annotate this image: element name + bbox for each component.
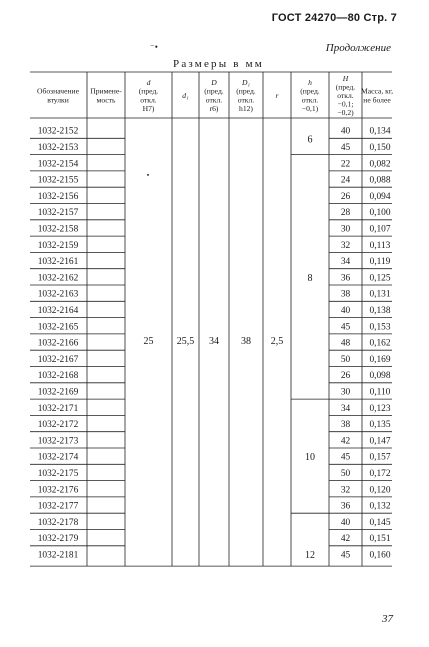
column-header-line: втулки xyxy=(47,95,69,105)
row-code: 1032-2172 xyxy=(37,420,79,431)
row-mass: 0,150 xyxy=(369,142,391,153)
row-height-H: 42 xyxy=(340,436,351,447)
column-header-line: (пред. xyxy=(236,86,256,96)
row-code: 1032-2159 xyxy=(37,240,79,251)
row-height-H: 36 xyxy=(340,273,351,284)
h-group-value: 8 xyxy=(307,272,313,284)
row-mass: 0,094 xyxy=(369,191,391,202)
row-code: 1032-2176 xyxy=(37,485,79,496)
row-height-H: 34 xyxy=(340,403,351,414)
row-height-H: 22 xyxy=(340,159,351,170)
column-header-line: r xyxy=(275,91,279,100)
row-height-H: 40 xyxy=(340,517,351,528)
column-header-line: r6) xyxy=(209,103,219,113)
column-header-line: H xyxy=(342,73,349,83)
row-height-H: 32 xyxy=(340,485,351,496)
column-header-line: не более xyxy=(363,95,391,105)
column-header-line: −0,1) xyxy=(301,103,319,113)
row-mass: 0,123 xyxy=(369,403,391,414)
row-mass: 0,153 xyxy=(369,322,391,333)
row-height-H: 42 xyxy=(340,534,351,545)
row-mass: 0,162 xyxy=(369,338,391,349)
row-code: 1032-2174 xyxy=(37,452,79,463)
column-header-line: Примене- xyxy=(90,86,122,96)
standard-header: ГОСТ 24270—80 Стр. 7 xyxy=(271,12,397,24)
common-value-d: 34 xyxy=(209,335,219,347)
row-height-H: 28 xyxy=(340,208,351,219)
row-code: 1032-2155 xyxy=(37,175,79,186)
row-height-H: 30 xyxy=(340,387,351,398)
row-code: 1032-2181 xyxy=(37,550,79,561)
common-value-d1: 25,5 xyxy=(176,335,195,347)
row-height-H: 40 xyxy=(340,126,351,137)
row-code: 1032-2167 xyxy=(37,354,79,365)
row-code: 1032-2173 xyxy=(37,436,79,447)
row-code: 1032-2166 xyxy=(37,338,79,349)
row-height-H: 50 xyxy=(340,354,351,365)
row-code: 1032-2179 xyxy=(37,534,79,545)
row-height-H: 38 xyxy=(340,289,351,300)
row-code: 1032-2169 xyxy=(37,387,79,398)
row-mass: 0,138 xyxy=(369,305,391,316)
ink-dot xyxy=(147,174,149,176)
column-header-line: H7) xyxy=(142,103,155,113)
row-height-H: 45 xyxy=(340,142,351,153)
row-mass: 0,082 xyxy=(369,159,391,170)
column-header-line: Масса, кг, xyxy=(361,86,393,96)
h-group-value: 6 xyxy=(307,134,313,146)
row-height-H: 48 xyxy=(340,338,351,349)
column-header-line: d₁ xyxy=(182,91,189,100)
column-header-line: −0,2) xyxy=(337,108,354,118)
row-mass: 0,131 xyxy=(369,289,391,300)
row-height-H: 36 xyxy=(340,501,351,512)
row-mass: 0,098 xyxy=(369,371,391,382)
row-mass: 0,160 xyxy=(369,550,391,561)
row-code: 1032-2152 xyxy=(37,126,79,137)
row-code: 1032-2178 xyxy=(37,517,79,528)
row-code: 1032-2164 xyxy=(37,305,79,316)
column-header-line: (пред. xyxy=(300,86,320,96)
row-height-H: 30 xyxy=(340,224,351,235)
column-header-line: откл. xyxy=(140,95,157,105)
column-header-line: мость xyxy=(96,95,116,105)
row-height-H: 45 xyxy=(340,550,351,561)
column-header-line: −0,1; xyxy=(337,99,354,109)
common-value-d: 25 xyxy=(143,335,154,347)
row-mass: 0,157 xyxy=(369,452,391,463)
row-mass: 0,151 xyxy=(369,534,391,545)
row-code: 1032-2158 xyxy=(37,224,79,235)
column-header-line: d xyxy=(146,78,151,88)
page-number: 37 xyxy=(382,613,393,625)
row-code: 1032-2165 xyxy=(37,322,79,333)
common-value-d1: 38 xyxy=(241,335,251,347)
row-mass: 0,172 xyxy=(369,468,391,479)
tick-mark: ⁻• xyxy=(150,42,158,52)
row-mass: 0,134 xyxy=(369,126,391,137)
row-code: 1032-2163 xyxy=(37,289,79,300)
row-height-H: 32 xyxy=(340,240,351,251)
row-height-H: 45 xyxy=(340,452,351,463)
row-code: 1032-2154 xyxy=(37,159,79,170)
continuation-label: Продолжение xyxy=(325,42,391,54)
row-code: 1032-2153 xyxy=(37,142,79,153)
column-header-line: (пред. xyxy=(335,82,356,92)
row-mass: 0,135 xyxy=(369,420,391,431)
row-mass: 0,113 xyxy=(369,240,391,251)
column-header-line: откл. xyxy=(205,95,223,105)
row-code: 1032-2157 xyxy=(37,208,79,219)
row-mass: 0,100 xyxy=(369,208,391,219)
column-header-line: откл. xyxy=(301,95,319,105)
row-height-H: 24 xyxy=(340,175,351,186)
row-height-H: 26 xyxy=(340,191,351,202)
column-header-line: (пред. xyxy=(204,86,224,96)
row-code: 1032-2175 xyxy=(37,468,79,479)
row-height-H: 34 xyxy=(340,257,351,268)
row-height-H: 38 xyxy=(340,420,351,431)
h-group-value: 10 xyxy=(305,452,315,464)
row-code: 1032-2161 xyxy=(37,257,79,268)
row-mass: 0,125 xyxy=(369,273,391,284)
row-mass: 0,088 xyxy=(369,175,391,186)
row-mass: 0,110 xyxy=(369,387,391,398)
row-height-H: 45 xyxy=(340,322,351,333)
column-header-line: (пред. xyxy=(138,86,159,96)
row-code: 1032-2162 xyxy=(37,273,79,284)
column-header-line: откл. xyxy=(237,95,255,105)
row-height-H: 50 xyxy=(340,468,351,479)
dimensions-caption: Размеры в мм xyxy=(173,58,264,70)
row-height-H: 26 xyxy=(340,371,351,382)
row-code: 1032-2168 xyxy=(37,371,79,382)
row-mass: 0,132 xyxy=(369,501,391,512)
column-header-line: h12) xyxy=(239,103,253,113)
h-group-value: 12 xyxy=(305,549,315,561)
row-mass: 0,169 xyxy=(369,354,391,365)
column-header-line: h xyxy=(308,78,312,88)
column-header-line: D xyxy=(211,78,217,88)
row-mass: 0,147 xyxy=(369,436,391,447)
common-value-r: 2,5 xyxy=(270,335,284,347)
row-mass: 0,119 xyxy=(369,257,391,268)
row-code: 1032-2177 xyxy=(37,501,79,512)
column-header-line: Обозначение xyxy=(37,86,79,96)
row-code: 1032-2171 xyxy=(37,403,79,414)
row-mass: 0,145 xyxy=(369,517,391,528)
row-mass: 0,107 xyxy=(369,224,391,235)
column-header-line: откл. xyxy=(337,91,354,100)
column-header-line: D₁ xyxy=(241,78,251,88)
row-code: 1032-2156 xyxy=(37,191,79,202)
row-height-H: 40 xyxy=(340,305,351,316)
row-mass: 0,120 xyxy=(369,485,391,496)
